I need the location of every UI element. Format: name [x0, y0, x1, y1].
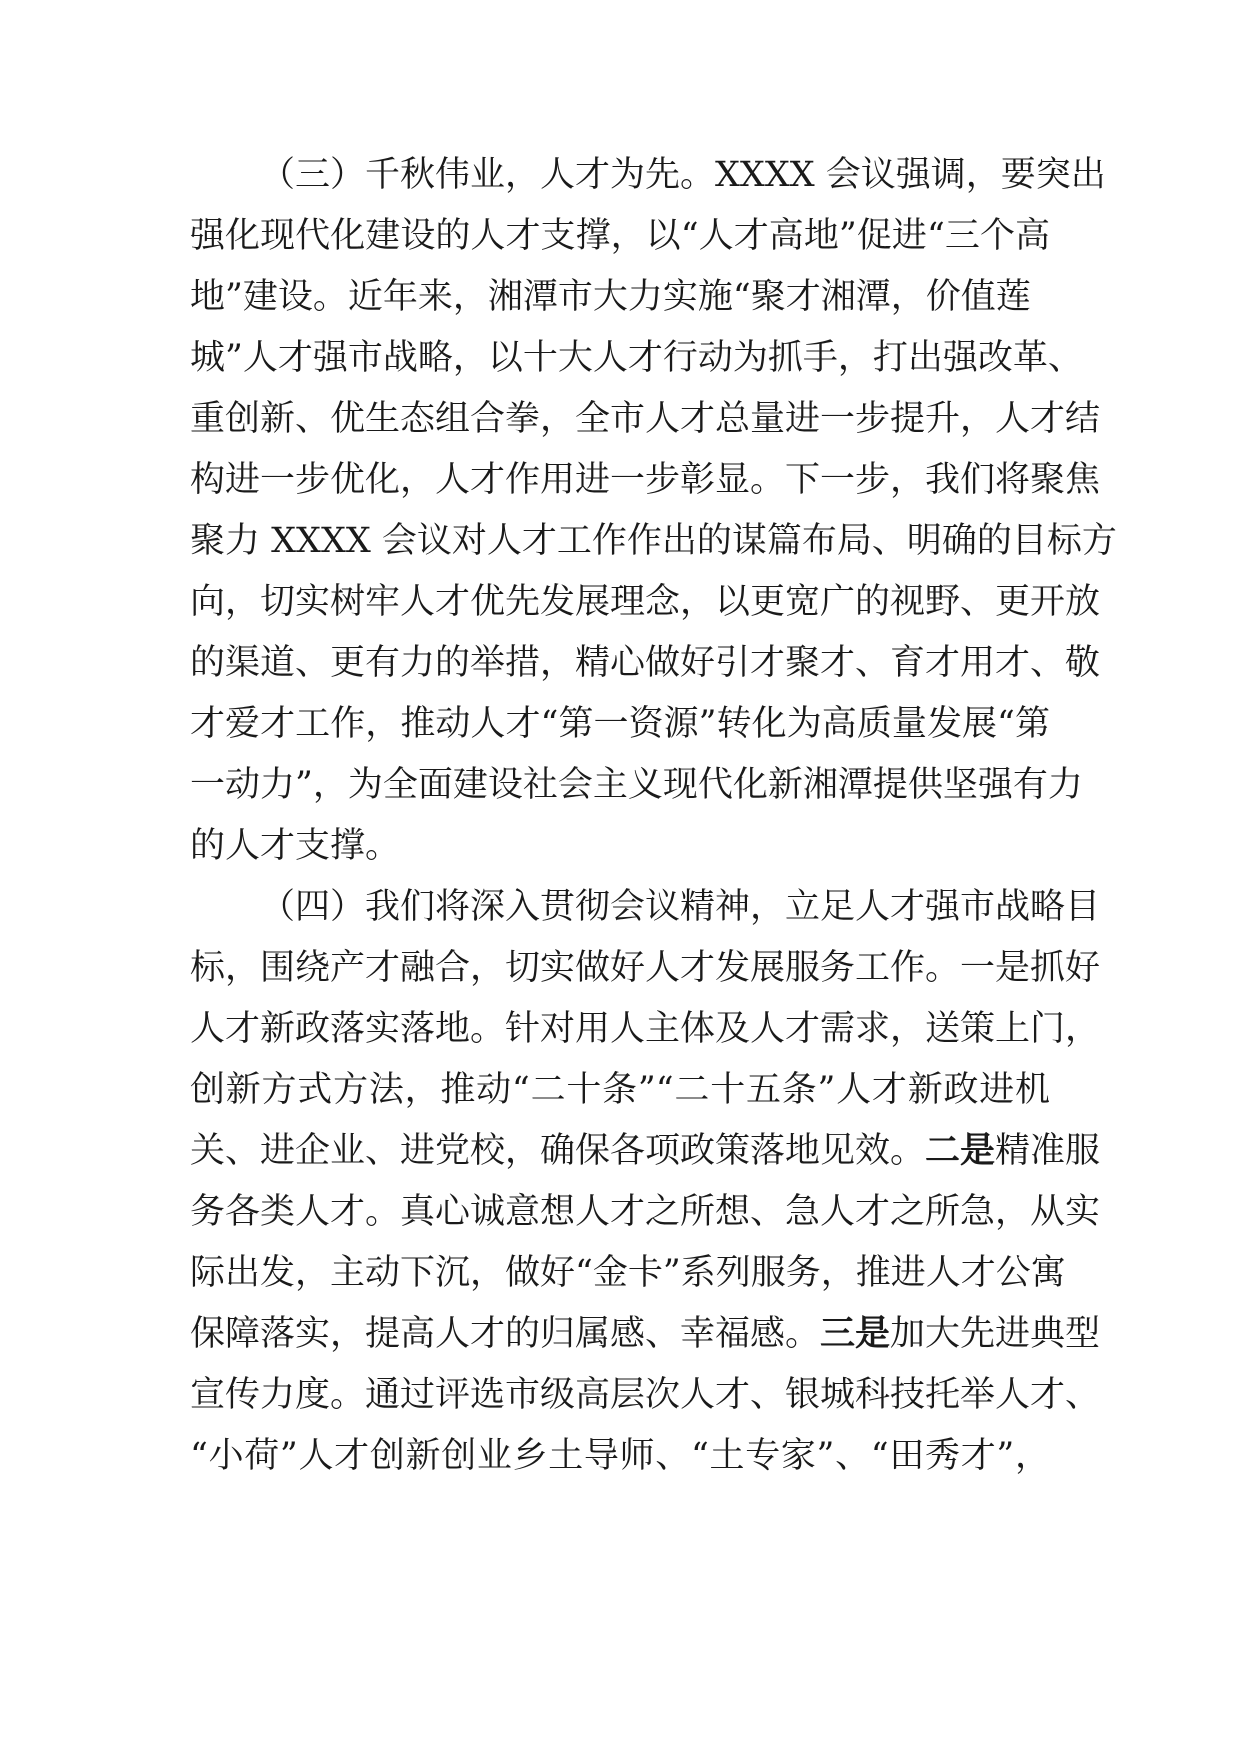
paragraph-line-text: 保障落实，提高人才的归属感、幸福感。 — [190, 1314, 821, 1354]
paragraph-line — [190, 1128, 1101, 1174]
paragraph-line-text: 加大先进典型 — [890, 1314, 1101, 1354]
paragraph-line: 宣传力度。通过评选市级高层次人才、银城科技托举人才、 — [190, 1375, 1101, 1415]
emphasis-text: 二是 — [925, 1130, 996, 1171]
paragraph-line: 才爱才工作，推动人才“第一资源”转化为高质量发展“第 — [190, 704, 1050, 744]
paragraph-line: （三）千秋伟业，人才为先。XXXX 会议强调，要突出 — [260, 155, 1106, 195]
paragraph-line: 的人才支撑。 — [190, 826, 401, 866]
paragraph-line-text: 关、进企业、进党校，确保各项政策落地见效。 — [190, 1131, 926, 1171]
paragraph-line: 一动力”，为全面建设社会主义现代化新湘潭提供坚强有力 — [190, 765, 1083, 805]
paragraph-line: 地”建设。近年来，湘潭市大力实施“聚才湘潭，价值莲 — [190, 277, 1031, 317]
paragraph-line: 重创新、优生态组合拳，全市人才总量进一步提升，人才结 — [190, 399, 1101, 439]
paragraph-line: 标，围绕产才融合，切实做好人才发展服务工作。一是抓好 — [190, 948, 1101, 988]
paragraph-line: 向，切实树牢人才优先发展理念，以更宽广的视野、更开放 — [190, 582, 1101, 622]
paragraph-line — [190, 1311, 1101, 1357]
paragraph-line: 聚力 XXXX 会议对人才工作作出的谋篇布局、明确的目标方 — [190, 521, 1117, 561]
paragraph-line: 际出发，主动下沉，做好“金卡”系列服务，推进人才公寓 — [190, 1253, 1066, 1293]
paragraph-line: 强化现代化建设的人才支撑，以“人才高地”促进“三个高 — [190, 216, 1050, 256]
paragraph-line: 的渠道、更有力的举措，精心做好引才聚才、育才用才、敬 — [190, 643, 1101, 683]
paragraph-line-text: 精准服 — [995, 1131, 1101, 1171]
paragraph-line: 城”人才强市战略，以十大人才行动为抓手，打出强改革、 — [190, 338, 1083, 378]
paragraph-line: 务各类人才。真心诚意想人才之所想、急人才之所急，从实 — [190, 1192, 1101, 1232]
paragraph-line: 创新方式方法，推动“二十条”“二十五条”人才新政进机 — [190, 1070, 1050, 1110]
paragraph-line: （四）我们将深入贯彻会议精神，立足人才强市战略目 — [260, 887, 1101, 927]
emphasis-text: 三是 — [820, 1313, 891, 1354]
paragraph-line: 人才新政落实落地。针对用人主体及人才需求，送策上门， — [190, 1009, 1101, 1049]
paragraph-line: “小荷”人才创新创业乡土导师、“土专家”、“田秀才”， — [190, 1436, 1050, 1476]
paragraph-line: 构进一步优化，人才作用进一步彰显。下一步，我们将聚焦 — [190, 460, 1101, 500]
